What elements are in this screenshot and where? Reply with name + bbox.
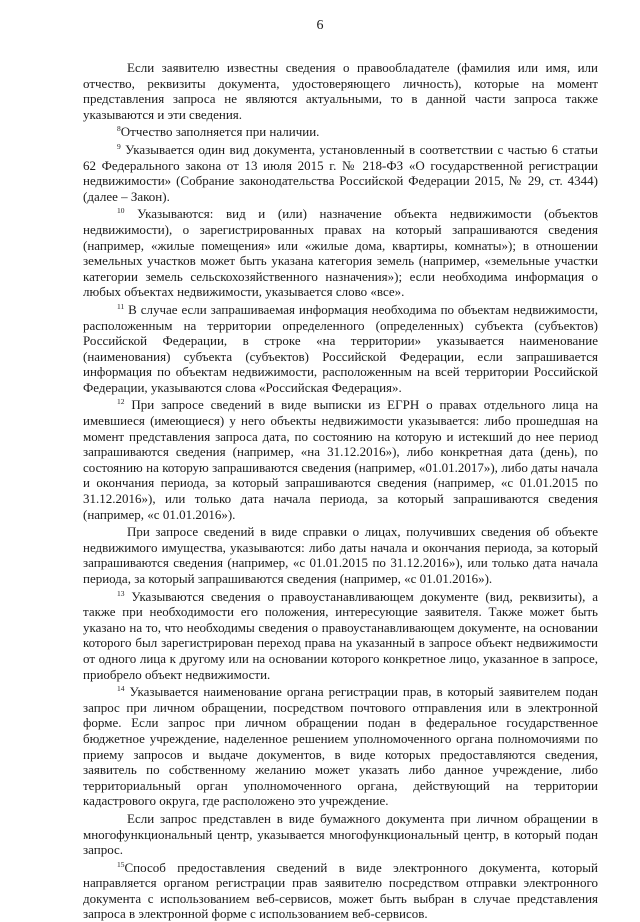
footnote-marker: 9 — [117, 141, 121, 151]
footnote-text: Указывается наименование органа регистрации прав, в который заявителем подан запрос при личном обращении, посредством почтового отправления или в электронной форме. Если запрос при личном обращении подан в федеральное государственное бюджетное учреждение, наделенное решением уполномоченного органа полномочиями по приему запросов и выдаче документов, в виде которых предоставляются сведения, заявитель по собственному желанию может указать либо данное учреждение, либо территориальный орган уполномоченного органа, действующий на территории кадастрового округа, где расположено это учреждение. — [83, 684, 598, 809]
footnote-marker: 11 — [117, 301, 125, 311]
footnote-text: Указываются: вид и (или) назначение объекта недвижимости (объектов недвижимости), о зарегистрированных правах на который запрашиваются сведения (например, «жилые помещения» или «жилые дома, квартиры, комнаты»); в отношении земельных участков может быть указана категория земель (например, «земельные участки категории земель сельскохозяйственного назначения»); если необходима информация о любых объектах недвижимости, указывается слово «все». — [83, 206, 598, 300]
footnote-text: Указываются сведения о правоустанавливающем документе (вид, реквизиты), а также при необходимости его положения, интересующие заявителя. Также может быть указано на то, что необходимы сведения о правоустанавливающем документе, на основании которого был зарегистрирован переход права на указанный в запросе объект недвижимости от одного лица к другому или на основании которого конкретное лицо, указанное в запросе, приобрело объект недвижимости. — [83, 588, 598, 682]
footnote-marker: 13 — [117, 588, 125, 598]
footnote-8 — [83, 124, 598, 140]
footnote-text: Отчество заполняется при наличии. — [120, 124, 320, 140]
footnote-text: В случае если запрашиваемая информация необходима по объектам недвижимости, расположенным на территории определенного (определенных) субъекта (субъектов) Российской Федерации, в строке «на территории» указывается наименование (наименования) субъекта (субъектов) Российской Федерации, если запрашивается информация по объектам недвижимости, расположенным на всей территории Российской Федерации, указываются слова «Российская Федерация». — [83, 301, 598, 395]
footnote-14-continuation — [83, 811, 598, 858]
footnote-11 — [83, 302, 598, 396]
footnote-marker: 14 — [117, 684, 125, 694]
footnote-text: Способ предоставления сведений в виде электронного документа, который направляется органом регистрации прав заявителю посредством отправки электронного документа с использованием веб-сервисов, может быть выбран в случае представления запроса в электронной форме с использованием веб-сервисов. — [83, 859, 598, 922]
footnote-marker: 10 — [117, 206, 125, 216]
footnote-text: При запросе сведений в виде выписки из ЕГРН о правах отдельного лица на имевшиеся (имеющиеся) у него объекты недвижимости указывается: либо прошедшая на момент представления запроса дата, по состоянию на которую и истекший до нее период запрашиваются сведения (например, «на 31.12.2016»), либо конкретная дата (день), по состоянию на которую запрашиваются сведения (например, «01.01.2017»), либо даты начала и окончания периода, за который запрашиваются сведения (например, «с 01.01.2015 по 31.12.2016»), или только дата начала периода, за который запрашиваются сведения (например, «с 01.01.2016»). — [83, 397, 598, 522]
footnote-10 — [83, 206, 598, 300]
footnote-marker: 15 — [117, 859, 125, 869]
page-number: 6 — [316, 18, 324, 33]
footnote-marker: 8 — [117, 124, 121, 134]
footnote-12-continuation — [83, 524, 598, 586]
footnote-text: При запросе сведений в виде справки о лицах, получивших сведения об объекте недвижимого имущества, указываются: либо даты начала и окончания периода, за который запрашиваются сведения (например, «с 01.01.2015 по 31.12.2016»), или только дата начала периода, за который запрашиваются сведения (например, «с 01.01.2016»). — [83, 524, 598, 586]
footnotes-block — [83, 60, 598, 922]
footnote-9 — [83, 142, 598, 204]
footnote-12 — [83, 397, 598, 522]
footnote-text: Указывается один вид документа, установленный в соответствии с частью 6 статьи 62 Федерального закона от 13 июля 2015 г. № 218-ФЗ «О государственной регистрации недвижимости» (Собрание законодательства Российской Федерации 2015, № 29, ст. 4344) (далее – Закон). — [83, 141, 598, 204]
footnote-marker: 12 — [117, 397, 125, 407]
footnote-text: Если заявителю известны сведения о правообладателе (фамилия или имя, или отчество, реквизиты документа, удостоверяющего личность), которые на момент представления запроса не являются актуальными, то в данной части запроса также указываются и эти сведения. — [83, 60, 598, 122]
footnote-15 — [83, 860, 598, 922]
footnote-13 — [83, 589, 598, 683]
footnote-text: Если запрос представлен в виде бумажного документа при личном обращении в многофункциональный центр, указывается многофункциональный центр, в который подан запрос. — [83, 810, 598, 858]
footnote-continuation — [83, 60, 598, 122]
footnote-14 — [83, 684, 598, 809]
